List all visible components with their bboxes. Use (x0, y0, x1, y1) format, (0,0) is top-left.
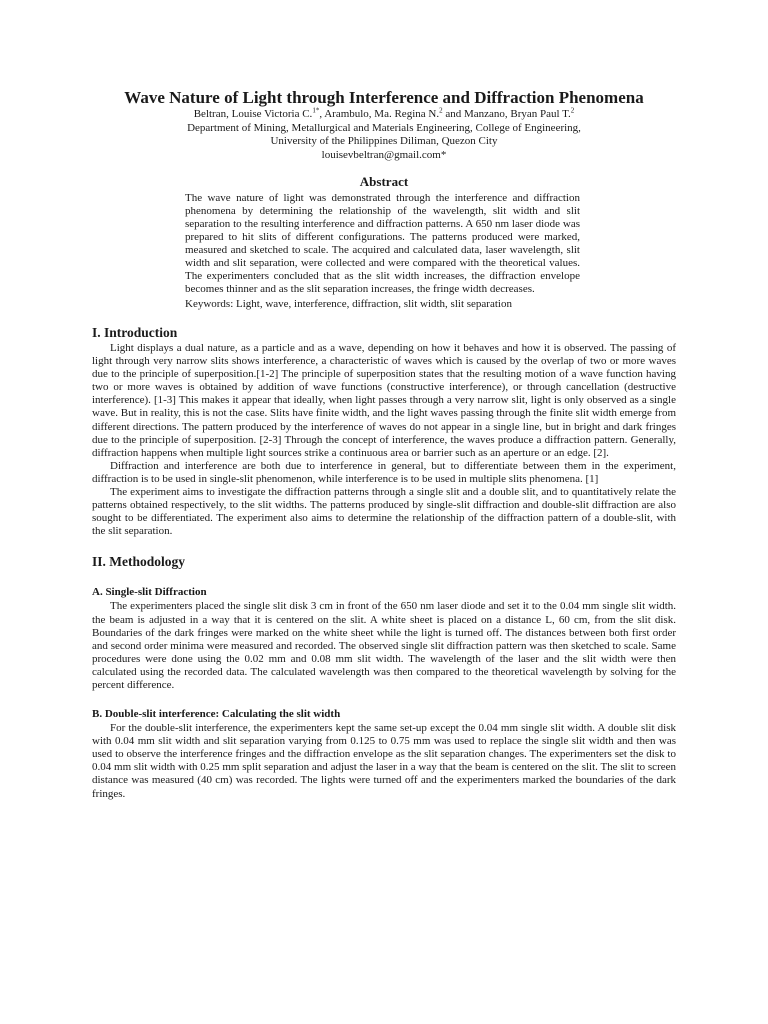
author-1-affiliation-mark: 1* (312, 106, 320, 115)
author-list (92, 108, 676, 122)
abstract-text: The wave nature of light was demonstrated through the interference and diffraction phenomena by determining the relationship of the wavelength, slit width and slit separation to the resulting interference and diffraction patterns. A 650 nm laser diode was prepared to hit slits of different configurations. The patterns produced were marked, measured and sketched to scale. The acquired and calculated data, laser wavelength, slit width and slit separation, were collected and were compared with the theoretical values. The experimenters concluded that as the slit width increases, the diffraction envelope becomes thinner and as the slit separation increases, the fringe width decreases. (185, 192, 580, 295)
introduction-paragraph: The experiment aims to investigate the diffraction patterns through a single slit and a double slit, and to quantitatively relate the patterns obtained respectively, to the slit widths. The patterns produced by single-slit diffraction and double-slit diffraction are also sought to be differentiated. The experiment also aims to determine the relationship of the diffraction pattern of a double-slit, with the slit separation. (92, 486, 676, 538)
keywords-line: Keywords: Light, wave, interference, diffraction, slit width, slit separation (185, 298, 512, 310)
author-2-affiliation-mark: 2 (439, 106, 443, 115)
introduction-paragraph: Diffraction and interference are both due to interference in general, but to differentiate between them in the experiment, diffraction is to be used in single-slit phenomenon, while interference is to be used in multiple slits phenomena. [1] (92, 459, 676, 485)
single-slit-paragraph: The experimenters placed the single slit disk 3 cm in front of the 650 nm laser diode and set it to the 0.04 mm single slit width. the beam is adjusted in a way that it is centered on the slit. A white sheet is placed on a distance L, 60 cm, from the slit disk. Boundaries of the dark fringes were marked on the white sheet while the light is turned off. The distances between both first order and second order minima were measured and recorded. The observed single slit diffraction pattern was then sketched to scale. Same procedures were done using the 0.02 mm and 0.08 mm slit width. The wavelength of the laser and the slit width were then calculated using the recorded data. The calculated wavelength was then compared to the theoretical wavelength by solving for the percent difference. (92, 600, 676, 691)
author-3-affiliation-mark: 2 (570, 106, 575, 115)
double-slit-heading: B. Double-slit interference: Calculating the slit width (92, 708, 341, 721)
author-3: and Manzano, Bryan Paul T. (442, 108, 571, 120)
paper-page (92, 88, 676, 801)
affiliation-line-1: Department of Mining, Metallurgical and Materials Engineering, College of Engineering, (187, 121, 581, 134)
double-slit-paragraph: For the double-slit interference, the experimenters kept the same set-up except the 0.04 mm single slit width. A double slit disk with 0.04 mm slit width and slit separation varying from 0.125 to 0.75 mm was used to replace the single slit width and then was used to observe the interference fringes and the diffraction envelope as the slit separation changes. The experimenters set the disk to 0.04 mm slit width with 0.25 mm split separation and adjust the laser in a way that the beam is centered on the slit. The slit to screen distance was measured (40 cm) was recorded. The lights were turned off and the experimenters marked the boundaries of the dark fringes. (92, 722, 676, 800)
single-slit-heading: A. Single-slit Diffraction (92, 586, 207, 599)
methodology-heading: II. Methodology (92, 554, 186, 570)
introduction-heading: I. Introduction (92, 325, 178, 340)
contact-email: louisevbeltran@gmail.com* (321, 148, 447, 161)
abstract-heading: Abstract (359, 174, 409, 189)
author-2: , Arambulo, Ma. Regina N. (319, 108, 440, 120)
paper-title: Wave Nature of Light through Interference and Diffraction Phenomena (124, 88, 644, 107)
affiliation-line-2: University of the Philippines Diliman, Quezon City (270, 135, 498, 147)
introduction-paragraph: Light displays a dual nature, as a particle and as a wave, depending on how it behaves and how it is observed. The passing of light through very narrow slits shows interference, a characteristic of waves which is caused by the overlap of two or more waves due to the principle of superposition.[1-2] The principle of superposition states that the resulting motion of a wave function having two or more waves is obtained by addition of wave functions (constructive interference), or through cancellation (destructive interference). [1-3] This makes it appear that ideally, when light passes through a very narrow slit, light is only observed as a single wave. But in reality, this is not the case. Slits have finite width, and the light waves passing through the finite slit width emerge from different directions. The pattern produced by the interference of waves do not appear in a single line, but in bright and dark fringes due to the principle of superposition. [2-3] Through the concept of interference, the waves produce a diffraction pattern. Generally, diffraction happens when multiple light sources strike a continuous area or barrier such as an aperture or an edge. [2]. (92, 342, 676, 459)
author-1: Beltran, Louise Victoria C. (193, 108, 313, 120)
